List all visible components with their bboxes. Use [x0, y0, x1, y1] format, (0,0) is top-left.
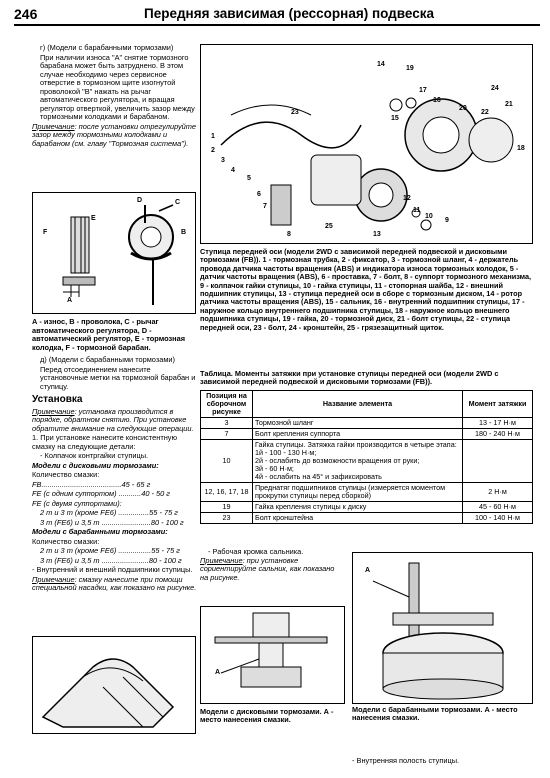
exploded-label-2: 2: [211, 147, 215, 154]
drum-row: 2 т и 3 т (кроме FE6) ................55 - 75 г: [40, 546, 180, 555]
exploded-hub-drawing: [201, 45, 532, 243]
exploded-label-7: 7: [263, 203, 267, 210]
note-2-text: : установка производится в порядке, обратном снятию. При установке обратите внимание на следующие операции.: [32, 406, 194, 433]
note-2-label: Примечание: [32, 406, 75, 416]
note-2: [32, 408, 198, 434]
cell-torque: [463, 440, 533, 483]
note-4-label: Примечание: [200, 555, 243, 565]
nozzle-drawing: [33, 637, 195, 733]
cell-name: Гайка крепления ступицы к диску: [253, 502, 463, 513]
note-3-label: Примечание: [32, 574, 75, 584]
col-header-position: Позиция на сборочном рисунке: [201, 391, 253, 418]
exploded-label-1: 1: [211, 133, 215, 140]
cell-torque: 13 - 17 Н·м: [463, 418, 533, 429]
left-column-top: [32, 44, 198, 149]
drum-label-b: B: [181, 229, 187, 236]
seal-edge-item: - Рабочая кромка сальника.: [208, 547, 304, 556]
exploded-label-24: 24: [491, 85, 499, 92]
exploded-label-22: 22: [481, 109, 489, 116]
drum-grease-figure: [352, 552, 533, 704]
disc-row: FE (с одним суппортом) ...........40 - 50 г: [32, 489, 170, 498]
item-d-head: д) (Модели с барабанными тормозами): [40, 355, 176, 364]
drum-grease-label-a: A: [365, 567, 371, 574]
exploded-hub-figure: [200, 44, 533, 244]
note-1-label: Примечание: [32, 121, 75, 131]
cell-torque: 180 - 240 Н·м: [463, 429, 533, 440]
table-row: [201, 502, 533, 513]
exploded-label-12: 12: [403, 195, 411, 202]
bearings-item: - Внутренний и внешний подшипники ступицы.: [32, 565, 193, 574]
cell-name: Болт кронштейна: [253, 513, 463, 524]
disc-grease-figure: [200, 606, 345, 704]
note-3-text: : смазку нанесите при помощи специальной насадки, как показано на рисунке.: [32, 574, 197, 592]
drum-figure-caption: А - износ, В - проволока, С - рычаг автоматического регулятора, D - автоматический регулятор, Е - тормозная колодка, F - тормозной барабан.: [32, 317, 186, 352]
exploded-label-4: 4: [231, 167, 235, 174]
table-row: [201, 513, 533, 524]
note-4-text: : при установке сориентируйте сальник, как показано на рисунке.: [200, 555, 335, 582]
table-row: [201, 418, 533, 429]
drum-label-e: E: [91, 215, 96, 222]
drum-grease-caption: Модели с барабанными тормозами. А - место нанесения смазки.: [352, 705, 518, 723]
install-heading: Установка: [32, 394, 83, 405]
note-1: [32, 123, 198, 149]
col-header-name: Название элемента: [253, 391, 463, 418]
table-row: [201, 440, 533, 483]
exploded-label-9: 9: [445, 217, 449, 224]
item-g-text: При наличии износа "А" снятие тормозного барабана может быть затруднено. В этом случае необходимо через сервисное отверстие в тормозном щите изогнутой проволокой "В" нажать на рычаг автоматического регулятора, и вращая регулятор отверткой, увеличить зазор между тормозными колодками и барабаном.: [40, 52, 195, 121]
table-row: [201, 429, 533, 440]
cell-torque: 2 Н·м: [463, 483, 533, 502]
drum-label-a: A: [67, 297, 73, 304]
cell-name: Преднатяг подшипников ступицы (измеряется моментом прокрутки ступицы перед сборкой): [253, 483, 463, 502]
page-title: Передняя зависимая (рессорная) подвеска: [144, 6, 434, 21]
mid-text-block: [200, 548, 340, 582]
torque-table: [200, 390, 533, 524]
note-4: [200, 557, 340, 583]
cell-position: 23: [201, 513, 253, 524]
cell-name: Тормозной шланг: [253, 418, 463, 429]
disc-grease-caption: Модели с дисковыми тормозами. А - место нанесения смазки.: [200, 707, 334, 725]
exploded-label-15: 15: [391, 115, 399, 122]
col-header-torque: Момент затяжки: [463, 391, 533, 418]
disc-row: 2 т и 3 т (кроме FE6) ...............55 - 75 г: [40, 508, 178, 517]
disc-grease-drawing: [201, 607, 344, 703]
cell-torque: 45 - 60 Н·м: [463, 502, 533, 513]
table-row: [201, 483, 533, 502]
exploded-label-14: 14: [377, 61, 385, 68]
disc-models-heading: Модели с дисковыми тормозами:: [32, 460, 159, 470]
drum-label-d: D: [137, 197, 143, 204]
nozzle-figure: [32, 636, 196, 734]
exploded-label-6: 6: [257, 191, 261, 198]
drum-grease-drawing: [353, 553, 532, 703]
item-g-head: г) (Модели с барабанными тормозами): [40, 43, 174, 52]
exploded-label-18: 18: [517, 145, 525, 152]
exploded-label-17: 17: [419, 87, 427, 94]
disc-row: 3 т (FE6) и 3,5 т ........................80 - 100 г: [40, 517, 184, 527]
torque-table-title: Таблица. Моменты затяжки при установке ступицы передней оси (модели 2WD с зависимой передней подвеской и дисковыми тормозами (FB)).: [200, 369, 499, 387]
page-header: [14, 4, 540, 26]
cell-position: 3: [201, 418, 253, 429]
left-column-lower: [32, 318, 198, 594]
cell-position: 7: [201, 429, 253, 440]
exploded-label-20: 20: [459, 105, 467, 112]
drum-brake-figure: [32, 192, 196, 314]
note-1-text: : после установки отрегулируйте зазор между тормозными колодками и барабаном (см. главу "Тормозная система").: [32, 121, 197, 148]
torque-table-header-row: [201, 391, 533, 418]
cell-torque: 100 - 140 Н·м: [463, 513, 533, 524]
exploded-hub-caption: Ступица передней оси (модели 2WD с зависимой передней подвеской и дисковыми тормозами (FB)). 1 - тормозная трубка, 2 - фиксатор, 3 - тормозной шланг, 4 - держатель провода датчика частоты вращения (ABS) и индикатора износа тормозных колодок, 5 - датчик частоты вращения (ABS), 6 - проставка, 7 - болт, 8 - суппорт тормозного механизма, 9 - колпачок гайки ступицы, 10 - гайка ступицы, 11 - стопорная шайба, 12 - внешний подшипник ступицы, 13 - ступица передней оси в сборе с тормозным диском, 14 - ротор датчика частоты вращения (ABS), 15 - сальник, 16 - внутренний подшипник ступицы, 17 - наружное кольцо внутреннего подшипника ступицы, 18 - наружное кольцо внешнего подшипника ступицы, 19 - гайка, 20 - тормозной диск, 21 - болт ступицы, 22 - ступица передней оси, 23 - болт, 24 - кронштейн, 25 - грязезащитный щиток.: [200, 247, 532, 332]
cell-position: 19: [201, 502, 253, 513]
exploded-label-13: 13: [373, 231, 381, 238]
disc-row: FE (с двумя суппортами):: [32, 498, 122, 508]
exploded-label-3: 3: [221, 157, 225, 164]
install-step-1-sub: - Колпачок контргайки ступицы.: [40, 451, 149, 460]
cell-name: Болт крепления суппорта: [253, 429, 463, 440]
exploded-label-16: 16: [433, 97, 441, 104]
cell-position: 10: [201, 440, 253, 483]
note-3: [32, 576, 198, 593]
exploded-label-10: 10: [425, 213, 433, 220]
drum-label-c: C: [175, 199, 181, 206]
exploded-label-23: 23: [291, 109, 299, 116]
drum-row: 3 т (FE6) и 3,5 т .......................80 - 100 г: [40, 555, 182, 565]
cell-name: Гайка ступицы. Затяжка гайки производится в четыре этапа: 1й - 100 - 130 Н·м; 2й - ослабить до возможности вращения от руки; 3й - 60 Н·м; 4й - ослабить на 45° и зафиксировать: [253, 440, 463, 483]
exploded-label-21: 21: [505, 101, 513, 108]
drum-brake-drawing: [33, 193, 195, 313]
page-number: 246: [14, 6, 38, 22]
exploded-label-25: 25: [325, 223, 333, 230]
inner-cavity-note: - Внутренняя полость ступицы.: [352, 756, 460, 765]
disc-grease-label-a: A: [215, 669, 221, 676]
drum-models-heading: Модели с барабанными тормозами:: [32, 527, 168, 536]
cell-position: 12, 16, 17, 18: [201, 483, 253, 502]
grease-qty-label: Количество смазки:: [32, 536, 100, 546]
disc-row: FB.......................................45 - 65 г: [32, 479, 151, 489]
install-step-1: 1. При установке нанесите консистентную смазку на следующие детали:: [32, 433, 178, 451]
item-d-text: Перед отсоединением нанесите установочные метки на тормозной барабан и ступицу.: [40, 364, 196, 391]
exploded-label-11: 11: [413, 207, 421, 214]
exploded-label-8: 8: [287, 231, 291, 238]
exploded-label-5: 5: [247, 175, 251, 182]
exploded-label-19: 19: [406, 65, 414, 72]
drum-label-f: F: [43, 229, 48, 236]
grease-qty-label: Количество смазки:: [32, 470, 100, 479]
